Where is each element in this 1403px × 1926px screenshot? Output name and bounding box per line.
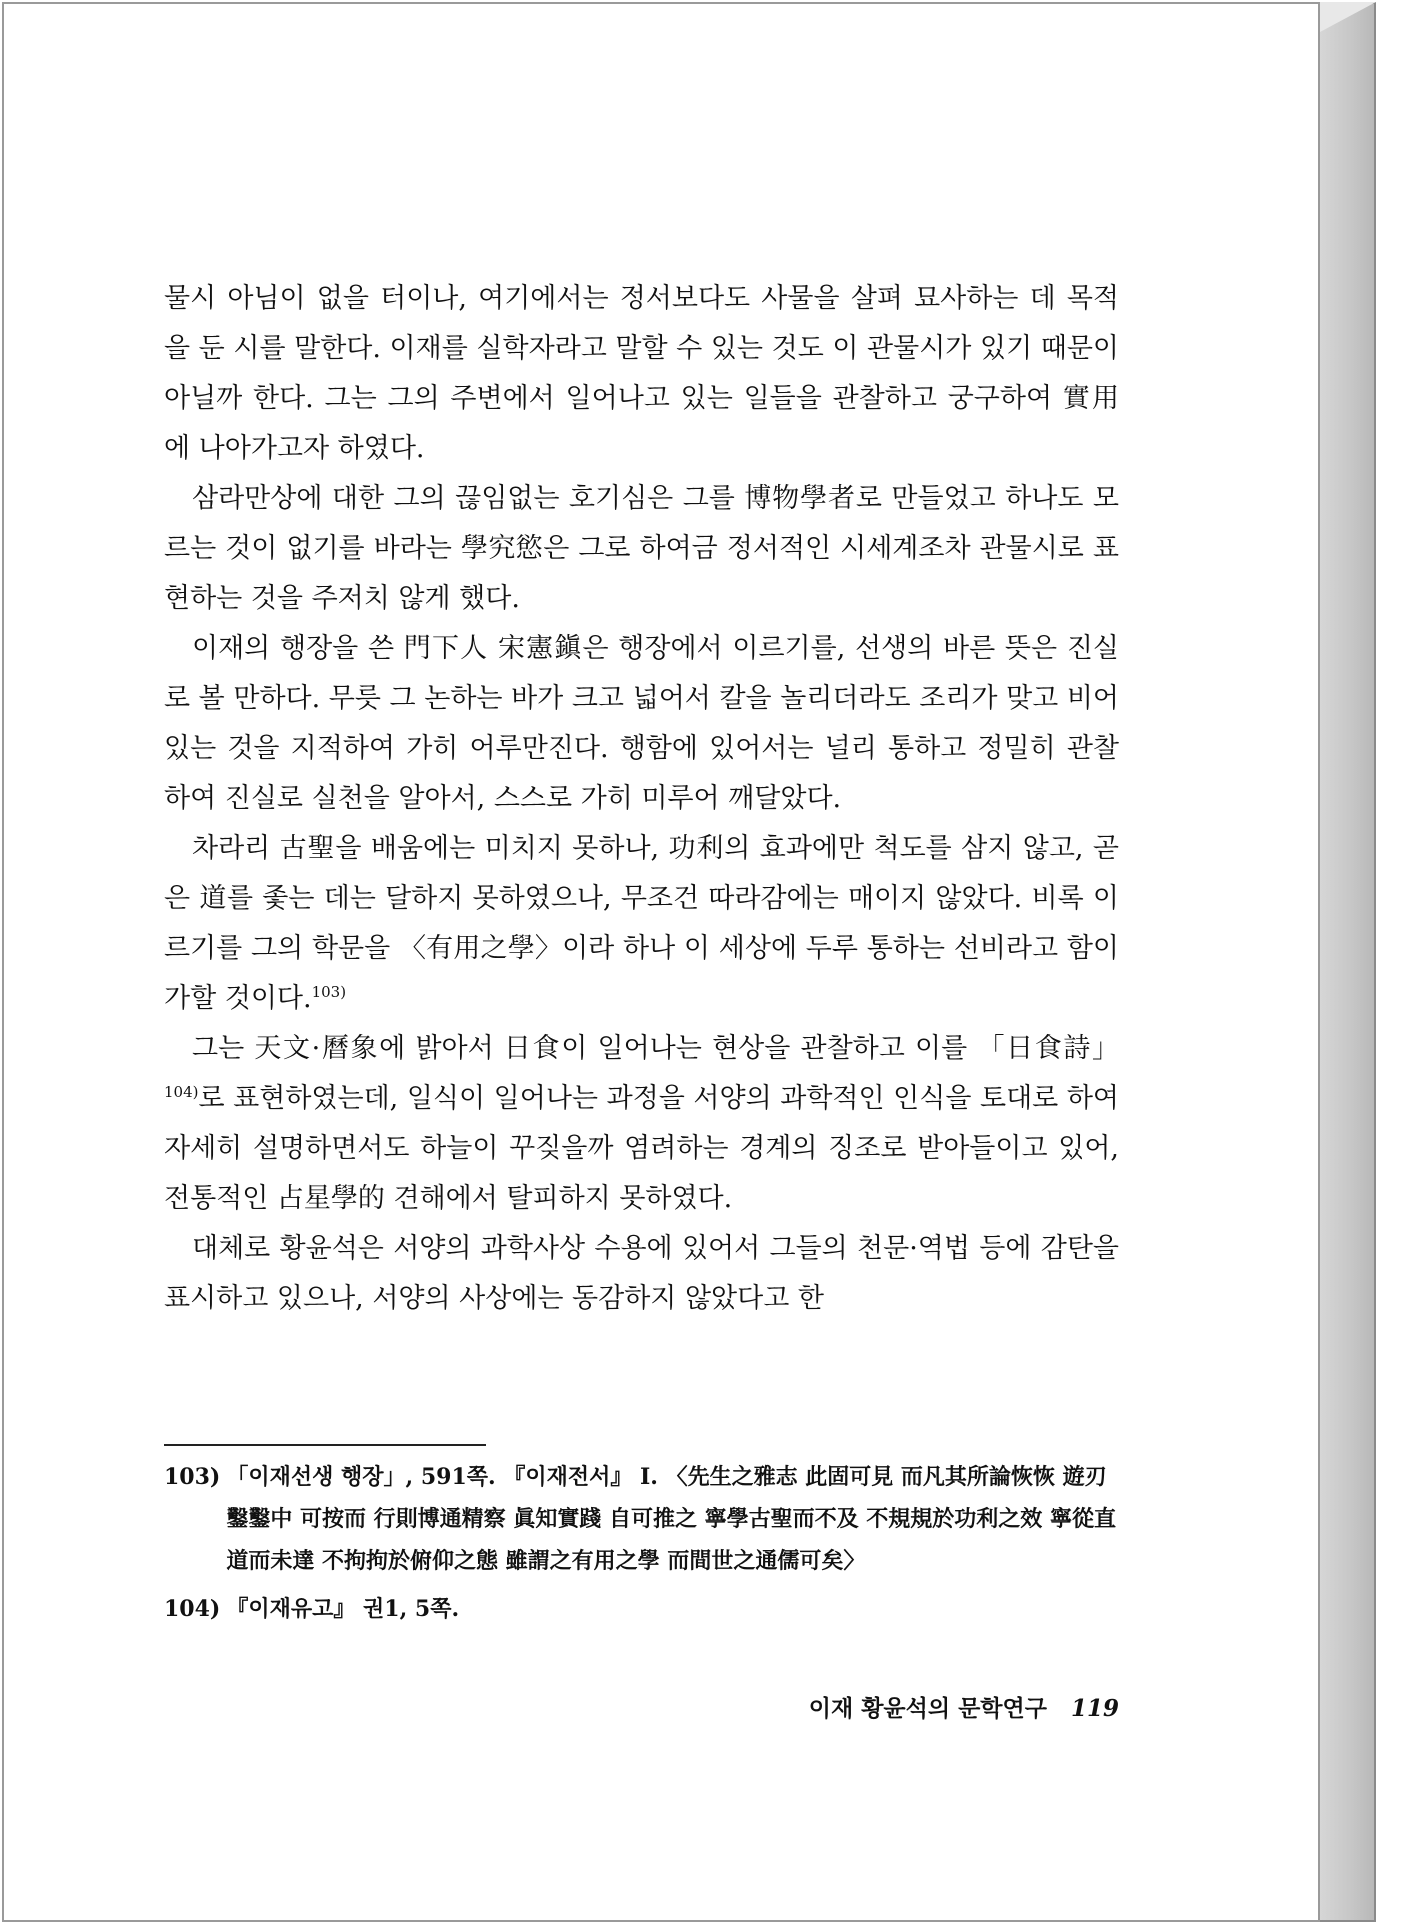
running-footer [604, 1690, 1119, 1723]
page-edge-top [1320, 2, 1376, 32]
page-number: 119 [1070, 1695, 1119, 1722]
footnote-text: 『이재유고』 권1, 5쪽. [226, 1596, 460, 1622]
footnote-divider [164, 1444, 486, 1446]
paragraph-3: 이재의 행장을 쓴 門下人 宋憲鎭은 행장에서 이르기를, 선생의 바른 뜻은 진실로 볼 만하다. 무릇 그 논하는 바가 크고 넓어서 칼을 놀리더라도 조리가 맞고 비어 있는 것을 지적하여 가히 어루만진다. 행함에 있어서는 널리 통하고 정밀히 관찰하여 진실로 실천을 알아서, 스스로 가히 미루어 깨달았다. [164, 633, 1119, 814]
footnote-ref-104: 104) [164, 1083, 199, 1101]
footnotes [164, 1456, 1119, 1636]
paragraph-1: 물시 아님이 없을 터이나, 여기에서는 정서보다도 사물을 살펴 묘사하는 데 목적을 둔 시를 말한다. 이재를 실학자라고 말할 수 있는 것도 이 관물시가 있기 때문이 아닐까 한다. 그는 그의 주변에서 일어나고 있는 일들을 관찰하고 궁구하여 實用에 나아가고자 하였다. [164, 283, 1119, 464]
footnote-ref-103: 103) [311, 983, 347, 1001]
paragraph-5: 그는 天文·曆象에 밝아서 日食이 일어나는 현상을 관찰하고 이를 「日食詩」$^{104)}$로 표현하였는데, 일식이 일어나는 과정을 서양의 과학적인 인식을 토대로 하여 자세히 설명하면서도 하늘이 꾸짖을까 염려하는 경계의 징조로 받아들이고 있어, 전통적인 占星學的 견해에서 탈피하지 못하였다. [164, 1033, 1119, 1214]
page-edge [1320, 2, 1376, 1922]
footnote-103 [164, 1456, 1119, 1582]
footnote-number: 104) [164, 1596, 221, 1622]
paragraph-4: 차라리 古聖을 배움에는 미치지 못하나, 功利의 효과에만 척도를 삼지 않고, 곧은 道를 좇는 데는 달하지 못하였으나, 무조건 따라감에는 매이지 않았다. 비록 이르기를 그의 학문을 〈有用之學〉이라 하나 이 세상에 두루 통하는 선비라고 함이 가할 것이다.$^{103)}$ [164, 833, 1119, 1014]
book-page [2, 2, 1320, 1922]
paragraph-6: 대체로 황윤석은 서양의 과학사상 수용에 있어서 그들의 천문·역법 등에 감탄을 표시하고 있으나, 서양의 사상에는 동감하지 않았다고 한 [164, 1233, 1119, 1314]
footnote-104 [164, 1588, 1119, 1630]
running-title: 이재 황윤석의 문학연구 [808, 1695, 1047, 1722]
footnote-number: 103) [164, 1464, 221, 1490]
body-text [164, 274, 1119, 1324]
paragraph-2: 삼라만상에 대한 그의 끊임없는 호기심은 그를 博物學者로 만들었고 하나도 모르는 것이 없기를 바라는 學究慾은 그로 하여금 정서적인 시세계조차 관물시로 표현하는 것을 주저치 않게 했다. [164, 483, 1119, 614]
footnote-text: 「이재선생 행장」, 591쪽. 『이재전서』 Ⅰ. 〈先生之雅志 此固可見 而凡其所論恢恢 遊刃鑿鑿中 可按而 行則博通精察 眞知實踐 自可推之 寧學古聖而不及 不規規於功利之效 寧從直道而未達 不拘拘於俯仰之態 雖謂之有用之學 而間世之通儒可矣〉 [226, 1464, 1116, 1574]
